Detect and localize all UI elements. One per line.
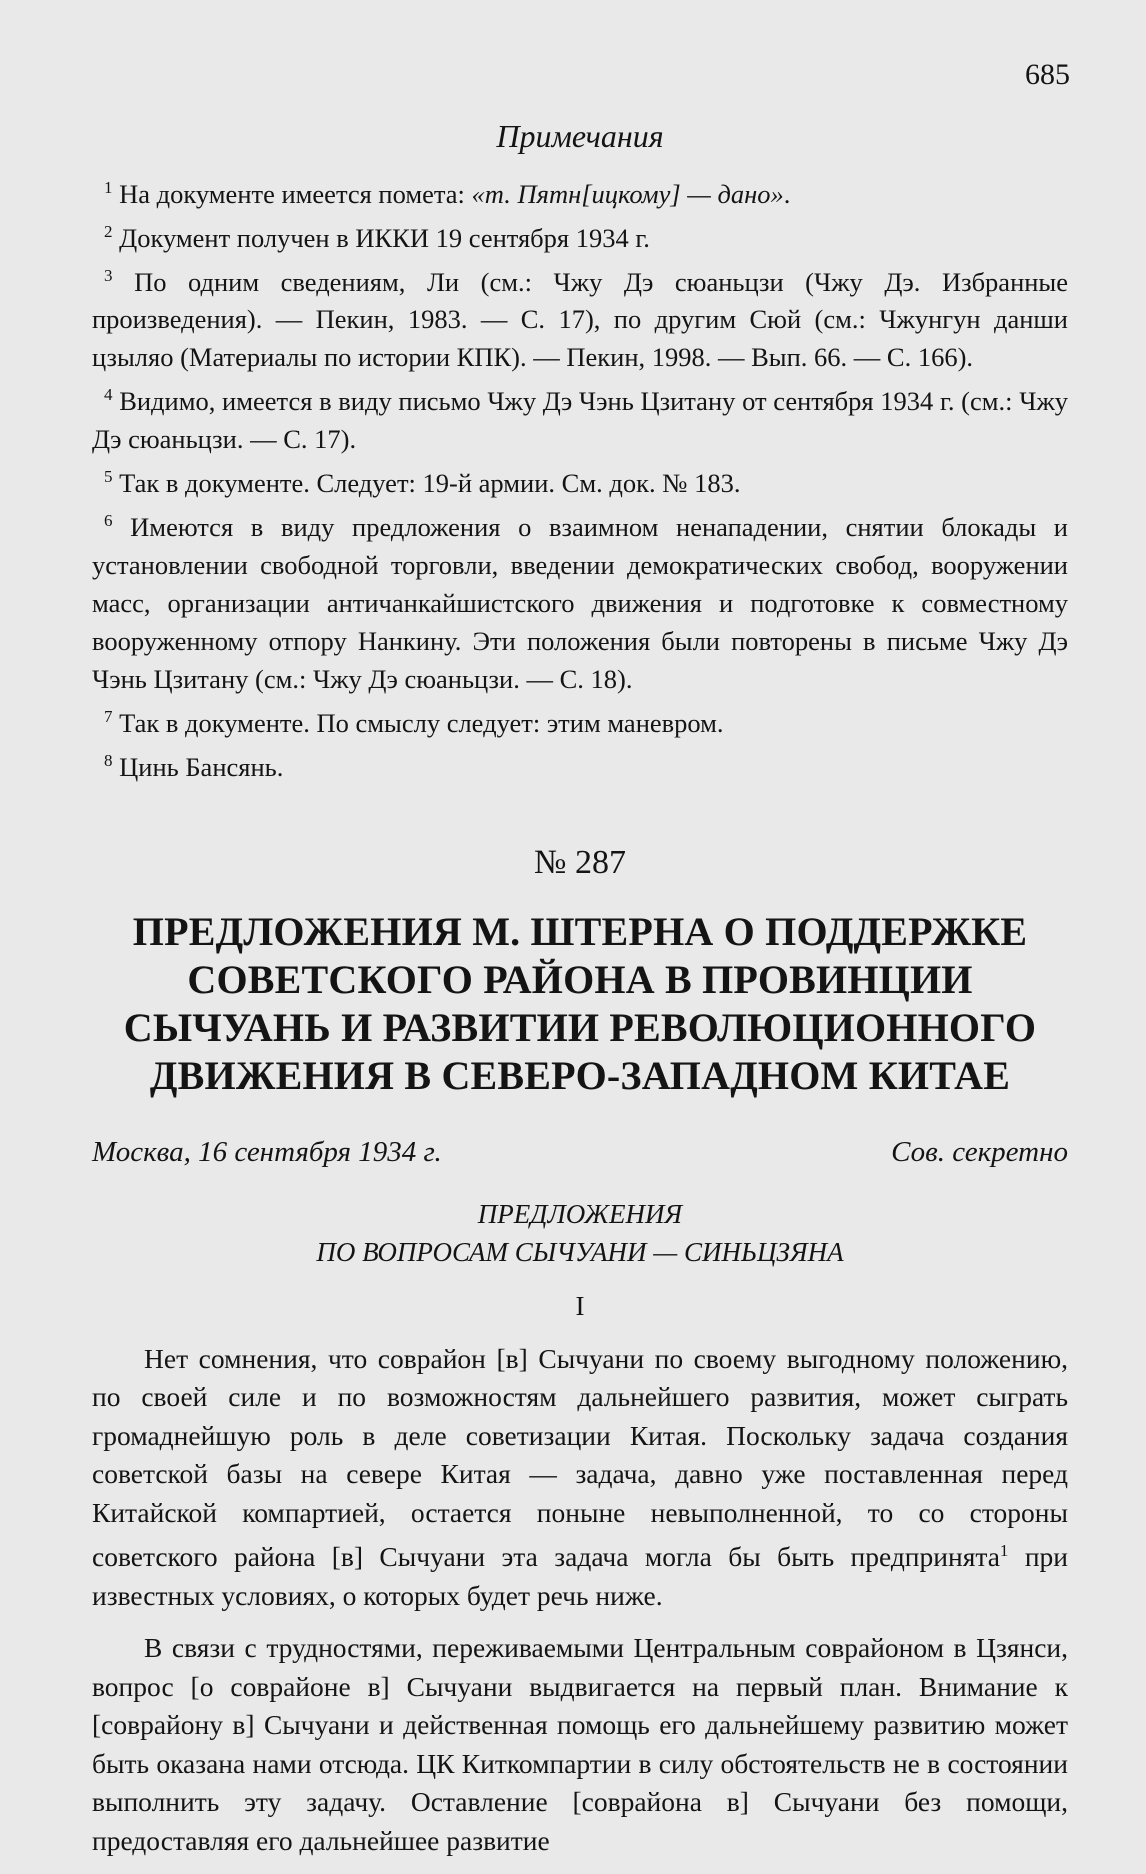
note-item: $^4$ Видимо, имеется в виду письмо Чжу Дэ Чэнь Цзитану от сентября 1934 г. (см.: Чжу Дэ сюаньцзи. — С. 17).	[92, 385, 1069, 455]
page-content	[92, 118, 1068, 1874]
body-text	[92, 1340, 1068, 1861]
place-date: Москва, 16 сентября 1934 г.	[92, 1135, 442, 1168]
note-number: 4	[104, 385, 113, 405]
document-meta	[92, 1136, 1068, 1169]
subtitle-line-2: ПО ВОПРОСАМ СЫЧУАНИ — СИНЬЦЗЯНА	[316, 1236, 844, 1267]
note-number: 5	[104, 467, 113, 487]
note-number: 1	[104, 178, 113, 197]
document-number: № 287	[534, 843, 626, 881]
note-number: 2	[104, 221, 113, 241]
note-number: 3	[104, 265, 113, 285]
paragraph-1: Нет сомнения, что соврайон [в] Сычуани по своему выгодному положению, по своей силе и по возможностям дальнейшего развития, может сыграть громаднейшую роль в деле советизации Китая. Поскольку задача создания советской базы на севере Китая — задача, давно уже поставленная перед Китайской компартией, остается поныне невыполненной, то со стороны советского района [в] Сычуани эта задача могла бы быть предпринята$^1$ при известных условиях, о которых будет речь ниже.	[92, 1342, 1069, 1611]
note-item: $^1$ На документе имеется помета: «т. Пятн[ицкому] — дано».	[104, 178, 791, 209]
classification: Сов. секретно	[891, 1135, 1068, 1168]
document-subtitle	[92, 1195, 1068, 1271]
note-number: 6	[104, 511, 113, 531]
note-item: $^3$ По одним сведениям, Ли (см.: Чжу Дэ сюаньцзи (Чжу Дэ. Избранные произведения). — Пекин, 1983. — С. 17), по другим Сюй (см.: Чжунгун данши цзыляо (Материалы по истории КПК). — Пекин, 1998. — Вып. 66. — С. 166).	[92, 265, 1069, 373]
note-number: 7	[104, 706, 113, 726]
notes-title: Примечания	[496, 118, 664, 154]
footnote-ref: 1	[999, 1541, 1009, 1561]
paragraph-2: В связи с трудностями, переживаемыми Центральным соврайоном в Цзянси, вопрос [о соврайоне в] Сычуани выдвигается на первый план. Внимание к [соврайону в] Сычуани и действенная помощь его дальнейшему развитию может быть оказана нами отсюда. ЦК Киткомпартии в силу обстоятельств не в состоянии выполнить эту задачу. Оставление [соврайона в] Сычуани без помощи, предоставляя его дальнейшее развитие	[92, 1632, 1068, 1856]
document-title: ПРЕДЛОЖЕНИЯ М. ШТЕРНА О ПОДДЕРЖКЕ СОВЕТСКОГО РАЙОНА В ПРОВИНЦИИ СЫЧУАНЬ И РАЗВИТИИ РЕВОЛЮЦИОННОГО ДВИЖЕНИЯ В СЕВЕРО-ЗАПАДНОМ КИТАЕ	[123, 908, 1037, 1098]
note-item: $^2$ Документ получен в ИККИ 19 сентября 1934 г.	[104, 221, 650, 253]
section-number: I	[575, 1290, 585, 1321]
note-item: $^5$ Так в документе. Следует: 19-й армии. См. док. № 183.	[104, 467, 741, 499]
note-item: $^8$ Цинь Бансянь.	[104, 750, 284, 782]
note-item: $^6$ Имеются в виду предложения о взаимном ненападении, снятии блокады и установлении свободной торговли, введении демократических свобод, вооружении масс, организации античанкайшистского движения и подготовке к совместному вооруженному отпору Нанкину. Эти положения были повторены в письме Чжу Дэ Чэнь Цзитану (см.: Чжу Дэ сюаньцзи. — С. 18).	[92, 511, 1068, 694]
notes-list	[92, 169, 1068, 786]
page-number: 685	[1025, 58, 1070, 91]
note-item: $^7$ Так в документе. По смыслу следует: этим маневром.	[104, 706, 724, 738]
note-number: 8	[104, 750, 113, 770]
subtitle-line-1: ПРЕДЛОЖЕНИЯ	[477, 1198, 683, 1229]
